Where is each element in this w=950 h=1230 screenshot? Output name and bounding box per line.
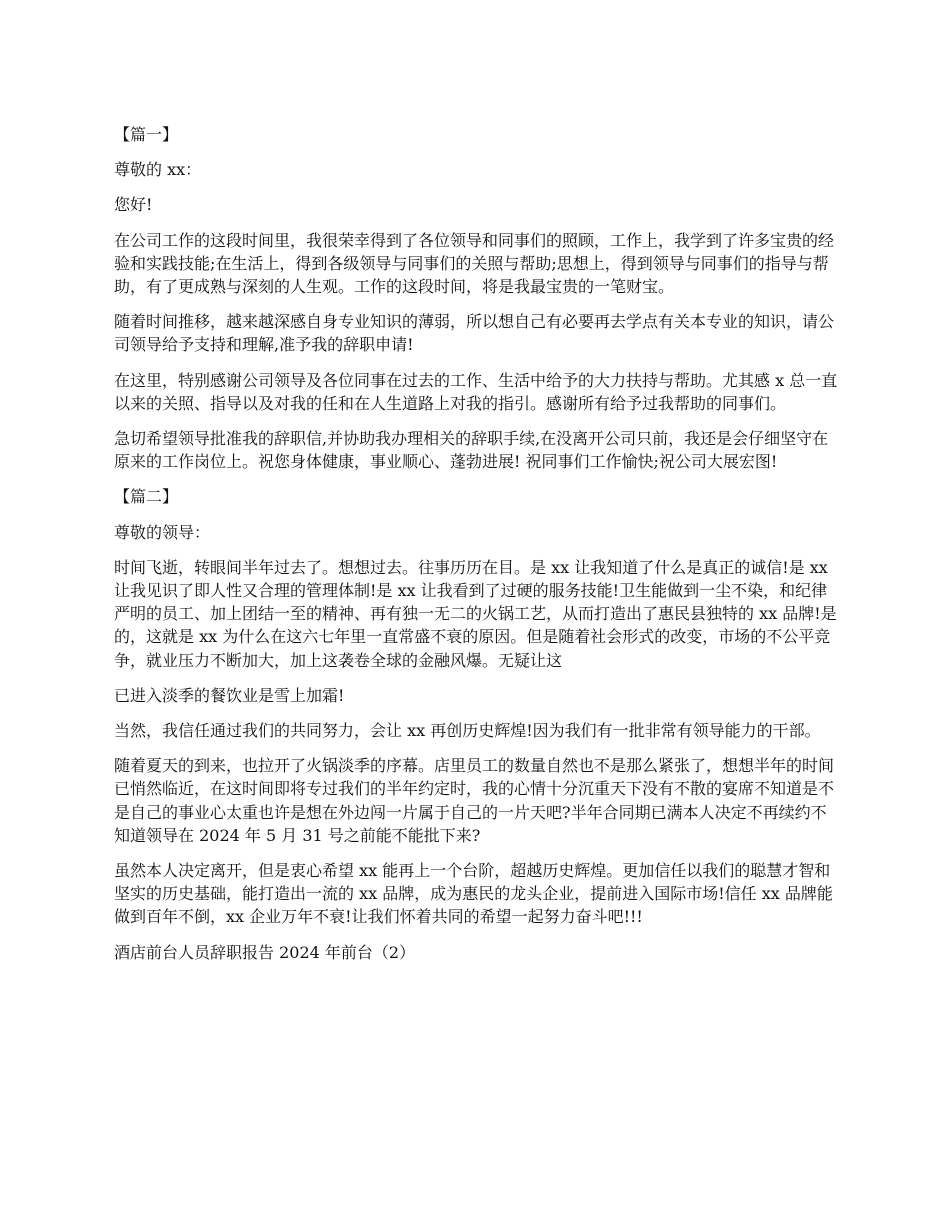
salutation-2: 尊敬的领导： [114, 522, 211, 542]
greeting: 您好! [114, 195, 153, 215]
paragraph: 虽然本人决定离开，但是衷心希望 xx 能再上一个台阶，超越历史辉煌。更加信任以我们的聪慧才智和坚实的历史基础，能打造出一流的 xx 品牌，成为惠民的龙头企业，提前进入国际市场!信任 xx 品牌能做到百年不倒，xx 企业万年不衰!让我们怀着共同的希望一起努力奋斗吧!!! [114, 861, 833, 927]
paragraph: 时间飞逝，转眼间半年过去了。想想过去。往事历历在目。是 xx 让我知道了什么是真正的诚信!是 xx 让我见识了即人性又合理的管理体制!是 xx 让我看到了过硬的服务技能!卫生能做到一尘不染，和纪律严明的员工、加上团结一至的精神、再有独一无二的火锅工艺，从而打造出了惠民县独特的 xx 品牌!是的，这就是 xx 为什么在这六七年里一直常盛不衰的原因。但是随着社会形式的改变，市场的不公平竞争，就业压力不断加大，加上这袭卷全球的金融风爆。无疑让这 [114, 557, 837, 670]
salutation-1: 尊敬的 xx： [114, 160, 202, 180]
paragraph: 已进入淡季的餐饮业是雪上加霜! [114, 685, 345, 705]
paragraph: 急切希望领导批准我的辞职信,并协助我办理相关的辞职手续,在没离开公司只前，我还是会仔细坚守在原来的工作岗位上。祝您身体健康，事业顺心、蓬勃进展! 祝同事们工作愉快;祝公司大展宏图! [114, 429, 829, 472]
paragraph: 随着时间推移，越来越深感自身专业知识的薄弱，所以想自己有必要再去学点有关本专业的知识，请公司领导给予支持和理解,准予我的辞职申请! [114, 312, 835, 355]
paragraph: 随着夏天的到来，也拉开了火锅淡季的序幕。店里员工的数量自然也不是那么紧张了，想想半年的时间已悄然临近，在这时间即将专过我们的半年约定时，我的心情十分沉重天下没有不散的宴席不知道是不是自己的事业心太重也许是想在外边闯一片属于自己的一片天吧?半年合同期已满本人决定不再续约不知道领导在 2024 年 5 月 31 号之前能不能批下来? [114, 756, 835, 845]
paragraph: 在公司工作的这段时间里，我很荣幸得到了各位领导和同事们的照顾，工作上，我学到了许多宝贵的经验和实践技能;在生活上，得到各级领导与同事们的关照与帮助;思想上，得到领导与同事们的指导与帮助，有了更成熟与深刻的人生观。工作的这段时间，将是我最宝贵的一笔财宝。 [114, 230, 835, 297]
section-heading-1: 【篇一】 [114, 125, 179, 144]
paragraph: 在这里，特别感谢公司领导及各位同事在过去的工作、生活中给予的大力扶持与帮助。尤其感 x 总一直以来的关照、指导以及对我的任和在人生道路上对我的指引。感谢所有给予过我帮助的同事们。 [114, 370, 838, 413]
section-heading-2: 【篇二】 [114, 487, 179, 507]
paragraph: 当然，我信任通过我们的共同努力，会让 xx 再创历史辉煌!因为我们有一批非常有领导能力的干部。 [114, 721, 821, 741]
document-title-line: 酒店前台人员辞职报告 2024 年前台（2） [114, 942, 416, 962]
